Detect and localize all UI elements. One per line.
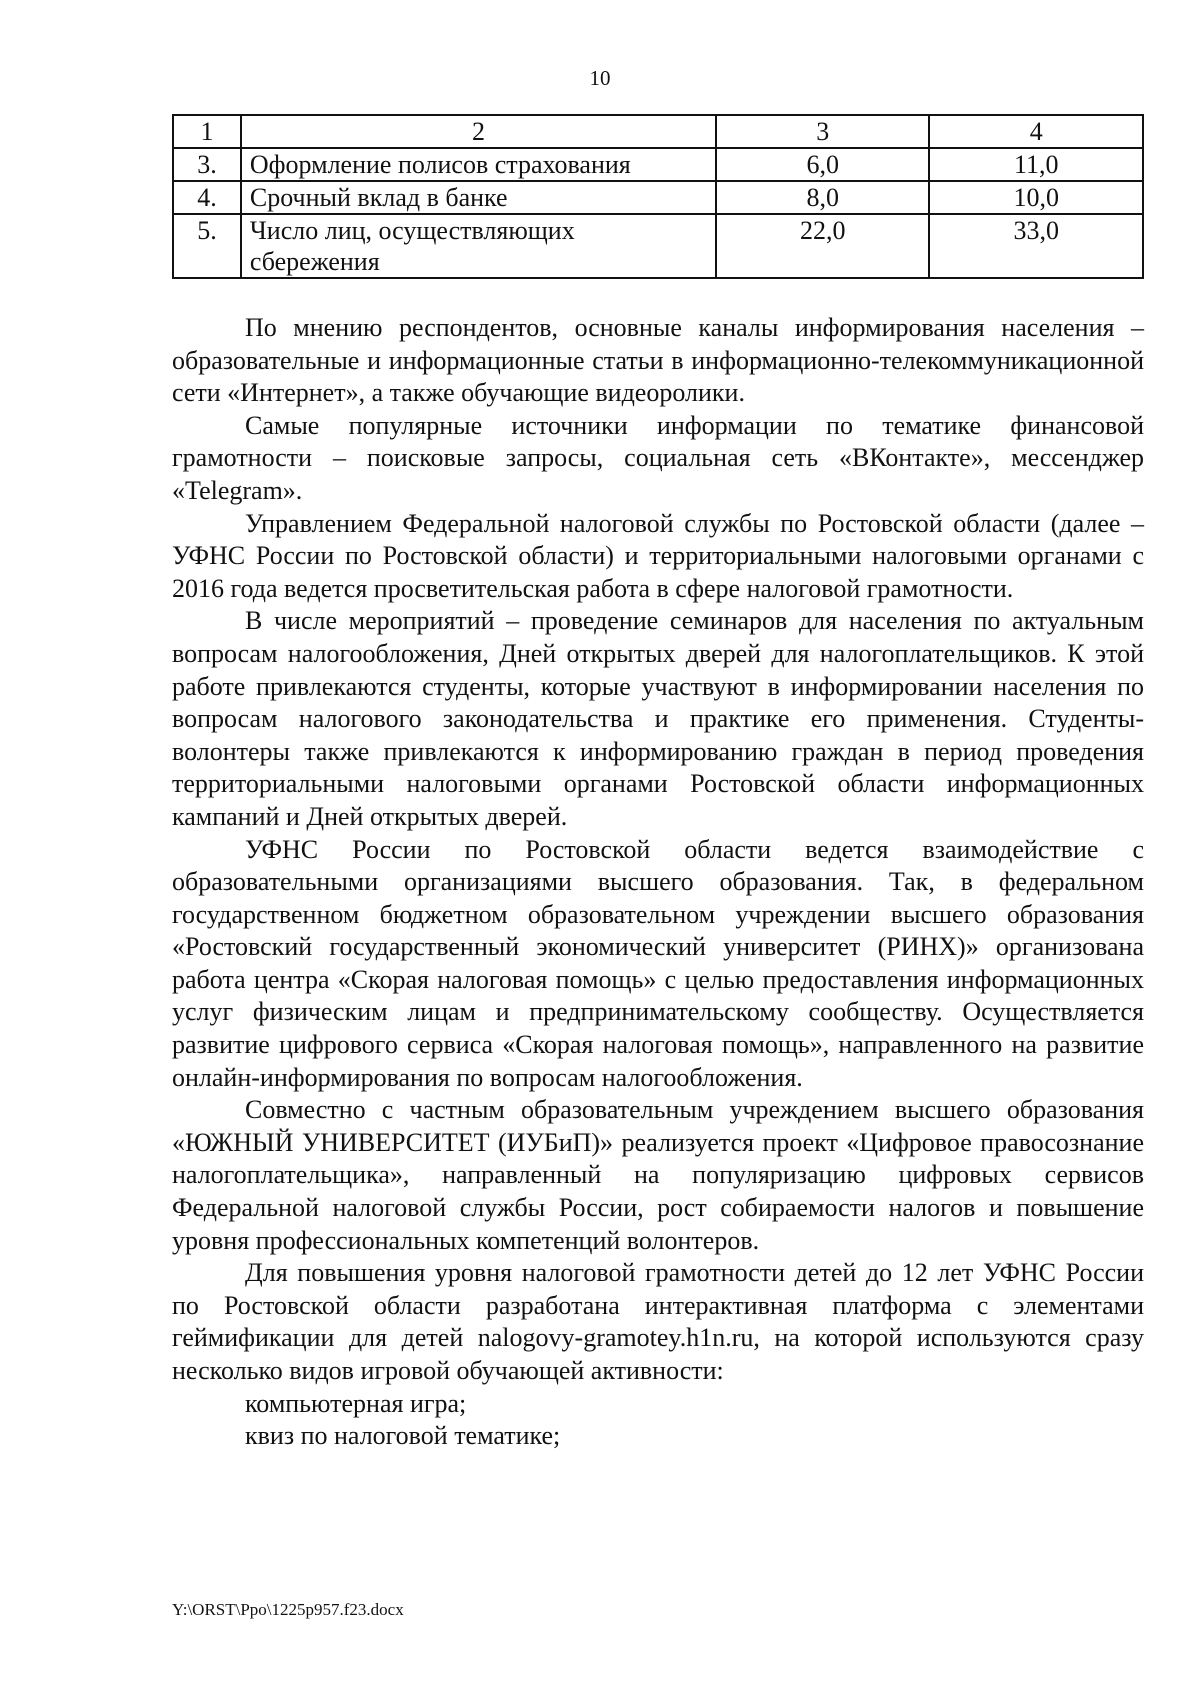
- paragraph: По мнению респондентов, основные каналы информирования населения – образовательные и информационные статьи в информационно-телекоммуникационной сети «Интернет», а также обучающие видеоролики.: [172, 313, 1144, 408]
- data-table: [172, 114, 1144, 279]
- row-name: Срочный вклад в банке: [241, 181, 716, 214]
- row-value-col4: 11,0: [929, 148, 1143, 181]
- table-row: [173, 181, 1143, 214]
- footer-file-path: Y:\ORST\Ppo\1225p957.f23.docx: [172, 1600, 404, 1619]
- table-header-cell: 3: [716, 115, 929, 148]
- row-value-col3: 22,0: [716, 214, 929, 278]
- table-header-row: [173, 115, 1143, 148]
- paragraph: Управлением Федеральной налоговой службы по Ростовской области (далее – УФНС России по Ростовской области) и территориальными налоговыми органами с 2016 года ведется просветительская работа в сфере налоговой грамотности.: [172, 508, 1144, 603]
- body-text: [172, 312, 1144, 1453]
- paragraph: Для повышения уровня налоговой грамотности детей до 12 лет УФНС России по Ростовской области разработана интерактивная платформа с элементами геймификации для детей nalogovy-gramotey.h1n.ru, на которой используются сразу несколько видов игровой обучающей активности:: [172, 1258, 1144, 1385]
- row-value-col3: 6,0: [716, 148, 929, 181]
- row-number: 3.: [173, 148, 241, 181]
- list-item: квиз по налоговой тематике;: [245, 1421, 561, 1451]
- row-value-col4: 10,0: [929, 181, 1143, 214]
- table-header-cell: 1: [173, 115, 241, 148]
- paragraph: УФНС России по Ростовской области ведется взаимодействие с образовательными организациями высшего образования. Так, в федеральном государственном бюджетном образовательном учреждении высшего образования «Ростовский государственный экономический университет (РИНХ)» организована работа центра «Скорая налоговая помощь» с целью предоставления информационных услуг физическим лицам и предпринимательскому сообществу. Осуществляется развитие цифрового сервиса «Скорая налоговая помощь», направленного на развитие онлайн-информирования по вопросам налогообложения.: [172, 834, 1144, 1092]
- paragraph: Самые популярные источники информации по тематике финансовой грамотности – поисковые запросы, социальная сеть «ВКонтакте», мессенджер «Telegram».: [172, 410, 1144, 505]
- page-number: 10: [589, 66, 611, 90]
- table-header-cell: 2: [241, 115, 716, 148]
- table-row: [173, 214, 1143, 278]
- table-row: [173, 148, 1143, 181]
- row-value-col4: 33,0: [929, 214, 1143, 278]
- table-header-cell: 4: [929, 115, 1143, 148]
- row-number: 4.: [173, 181, 241, 214]
- paragraph: В числе мероприятий – проведение семинаров для населения по актуальным вопросам налогообложения, Дней открытых дверей для налогоплательщиков. К этой работе привлекаются студенты, которые участвуют в информировании населения по вопросам налогового законодательства и практике его применения. Студенты-волонтеры также привлекаются к информированию граждан в период проведения территориальными налоговыми органами Ростовской области информационных кампаний и Дней открытых дверей.: [172, 606, 1144, 831]
- row-name: Число лиц, осуществляющих сбережения: [241, 214, 716, 278]
- paragraph: Совместно с частным образовательным учреждением высшего образования «ЮЖНЫЙ УНИВЕРСИТЕТ (ИУБиП)» реализуется проект «Цифровое правосознание налогоплательщика», направленный на популяризацию цифровых сервисов Федеральной налоговой службы России, рост собираемости налогов и повышение уровня профессиональных компетенций волонтеров.: [172, 1095, 1144, 1255]
- row-value-col3: 8,0: [716, 181, 929, 214]
- list-item: компьютерная игра;: [245, 1388, 467, 1418]
- row-number: 5.: [173, 214, 241, 278]
- row-name: Оформление полисов страхования: [241, 148, 716, 181]
